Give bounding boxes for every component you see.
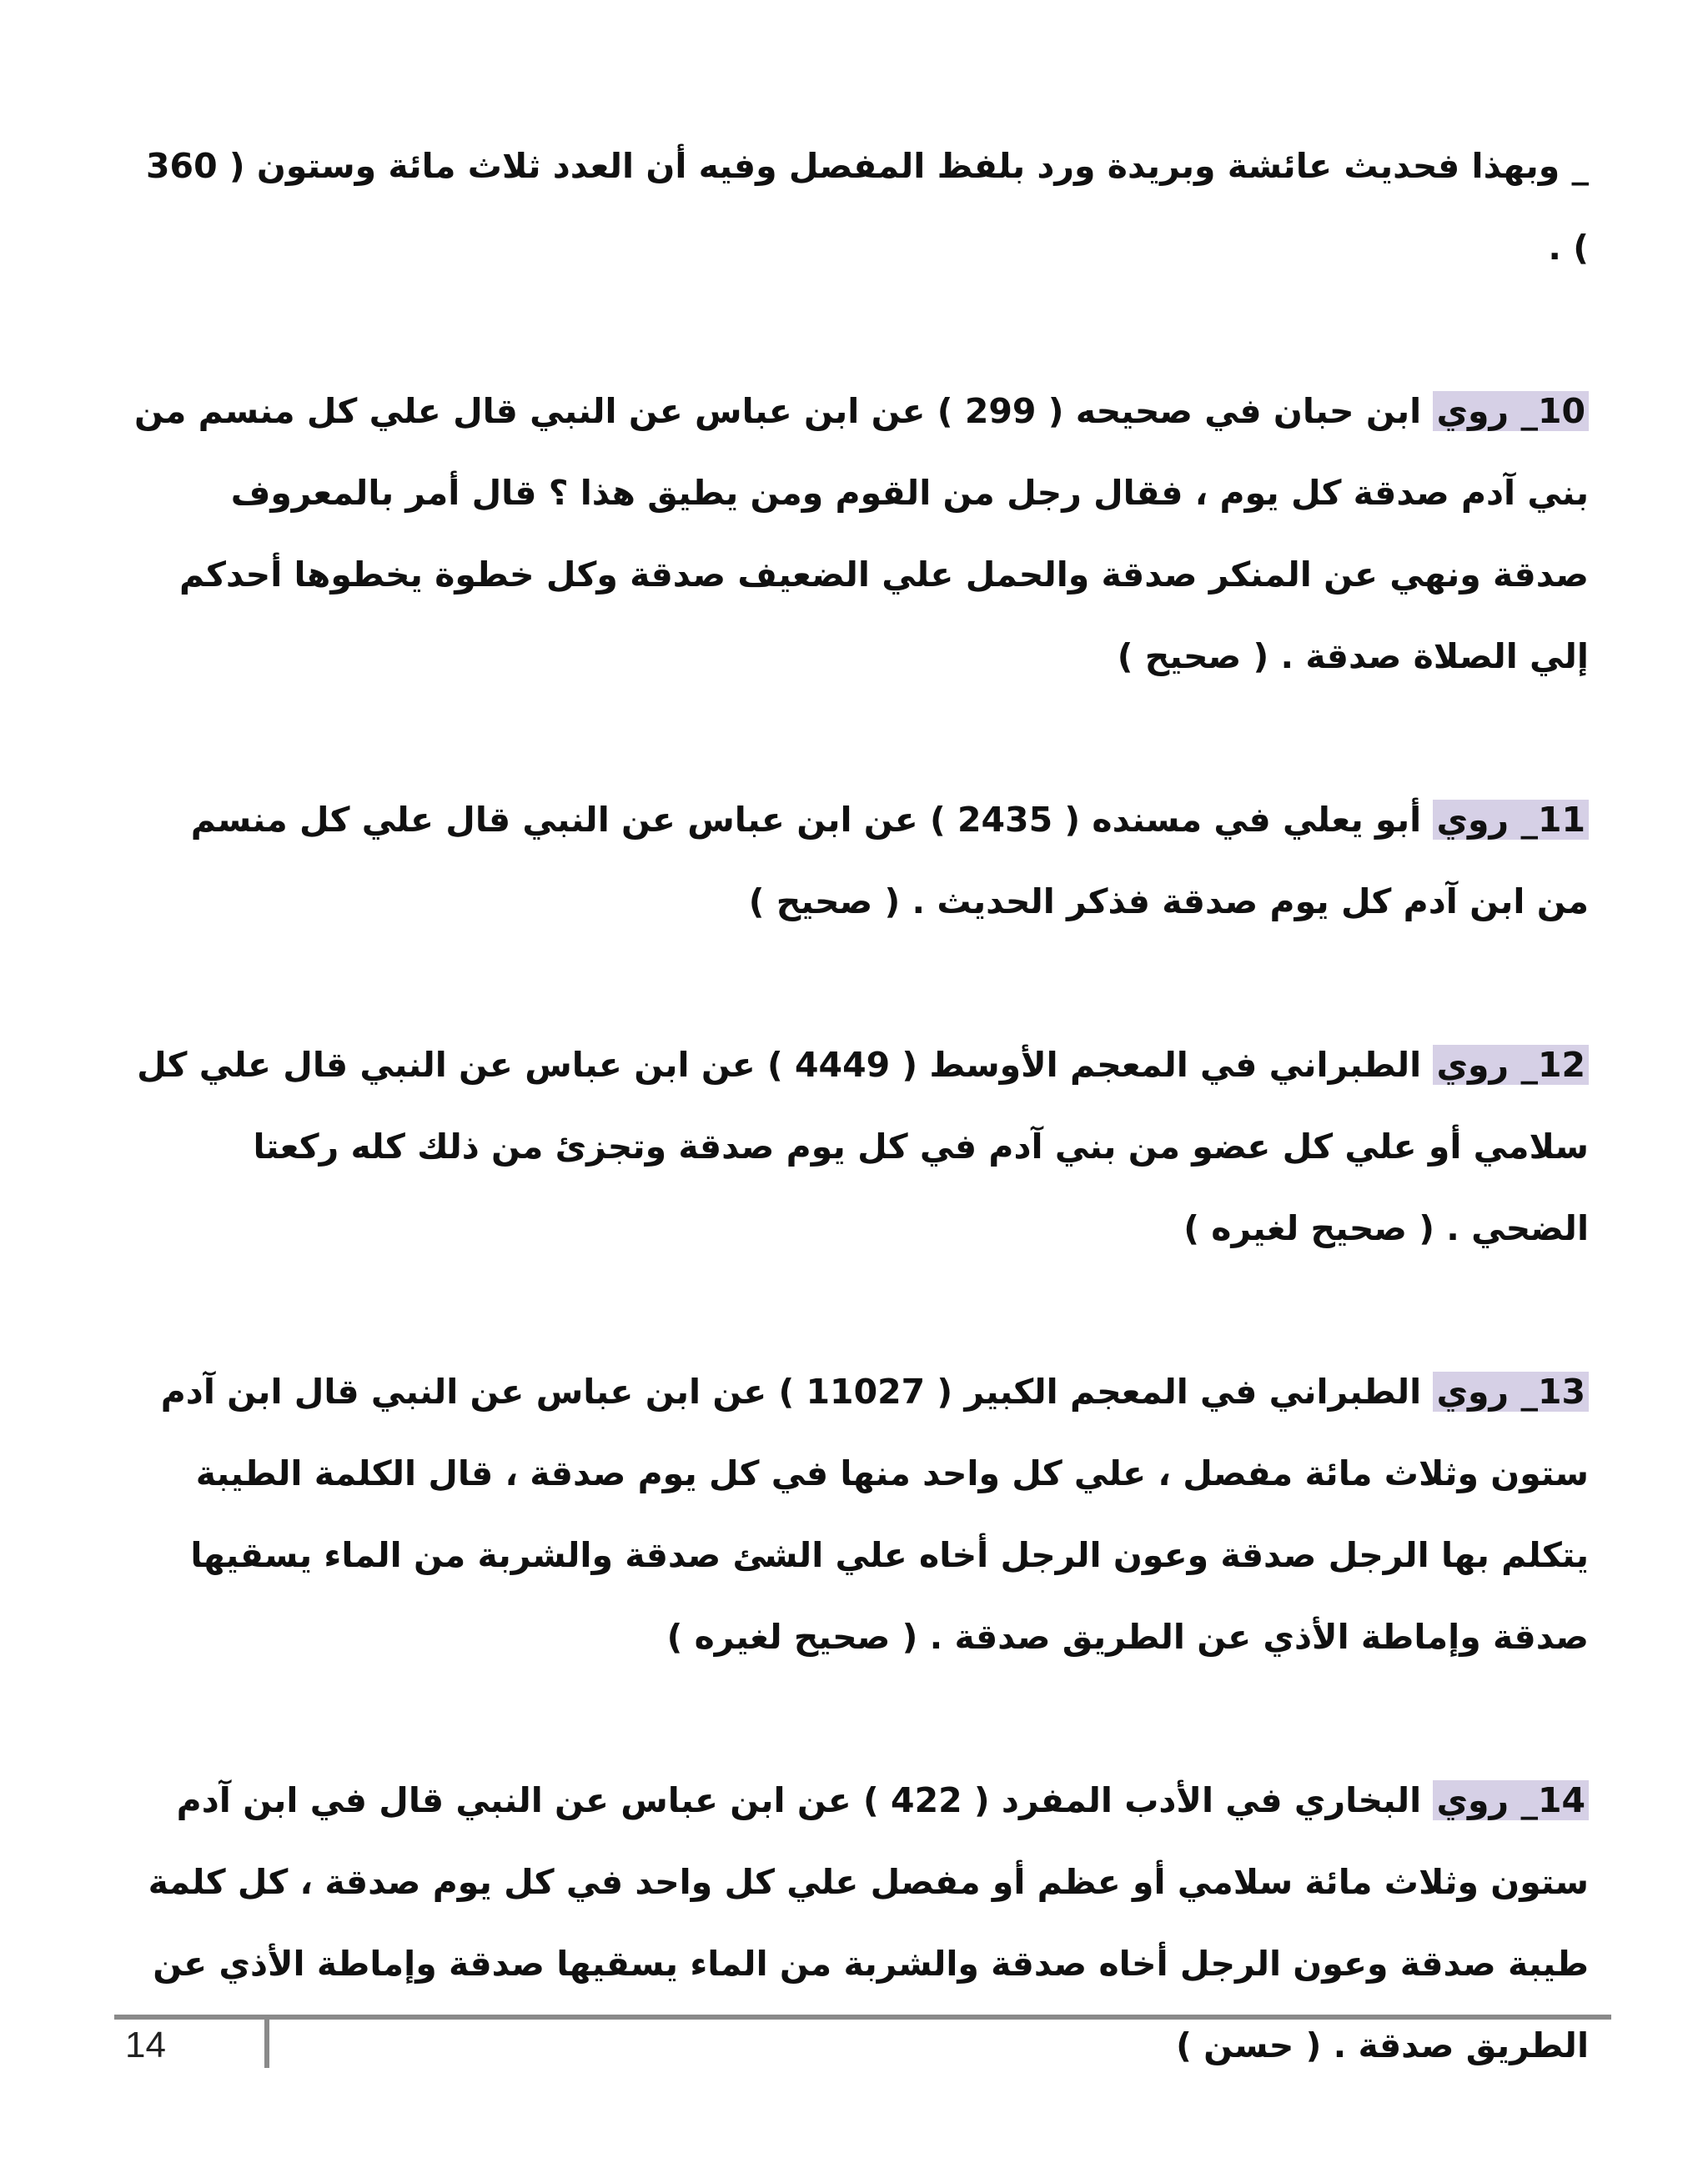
page-number: 14 [125, 2025, 166, 2065]
hadith-entry-13 [133, 1351, 1589, 1678]
entry-text: أبو يعلي في مسنده ( 2435 ) عن ابن عباس عن النبي قال علي كل منسم من ابن آدم كل يوم صدقة فذكر الحديث . ( صحيح ) [190, 800, 1589, 921]
entry-label-11 [1433, 800, 1589, 840]
hadith-entry-14 [133, 1759, 1589, 2086]
entry-number: 13_ [1520, 1372, 1585, 1412]
hadith-entry-11 [133, 779, 1589, 942]
entry-number: 12_ [1520, 1045, 1585, 1085]
entry-number: 14_ [1520, 1780, 1585, 1820]
entry-verb: روي [1436, 1372, 1510, 1412]
footer-rule [114, 2015, 1611, 2020]
entry-text: ابن حبان في صحيحه ( 299 ) عن ابن عباس عن النبي قال علي كل منسم من بني آدم صدقة كل يوم ، فقال رجل من القوم ومن يطيق هذا ؟ قال أمر بالمعروف صدقة ونهي عن المنكر صدقة والحمل علي الضعيف صدقة وكل خطوة يخطوها أحدكم إلي الصلاة صدقة . ( صحيح ) [134, 391, 1589, 676]
entry-verb: روي [1436, 391, 1510, 431]
entry-number: 10_ [1520, 391, 1585, 431]
entry-text: الطبراني في المعجم الأوسط ( 4449 ) عن ابن عباس عن النبي قال علي كل سلامي أو علي كل عضو من بني آدم في كل يوم صدقة وتجزئ من ذلك كله ركعتا الضحي . ( صحيح لغيره ) [137, 1045, 1589, 1248]
entry-label-13 [1433, 1372, 1589, 1412]
footer-divider-tick [264, 2016, 269, 2068]
intro-paragraph: _ وبهذا فحديث عائشة وبريدة ورد بلفظ المفصل وفيه أن العدد ثلاث مائة وستون ( 360 ) . [146, 146, 1589, 268]
page-body [133, 125, 1589, 2168]
entry-text: الطبراني في المعجم الكبير ( 11027 ) عن ابن عباس عن النبي قال ابن آدم ستون وثلاث مائة مفصل ، علي كل واحد منها في كل يوم صدقة ، قال الكلمة الطيبة يتكلم بها الرجل صدقة وعون الرجل أخاه علي الشئ صدقة والشربة من الماء يسقيها صدقة وإماطة الأذي عن الطريق صدقة . ( صحيح لغيره ) [160, 1372, 1589, 1657]
entry-text: البخاري في الأدب المفرد ( 422 ) عن ابن عباس عن النبي قال في ابن آدم ستون وثلاث مائة سلامي أو عظم أو مفصل علي كل واحد في كل يوم صدقة ، كل كلمة طيبة صدقة وعون الرجل أخاه صدقة والشربة من الماء يسقيها صدقة وإماطة الأذي عن الطريق صدقة . ( حسن ) [148, 1780, 1589, 2065]
hadith-entry-12 [133, 1024, 1589, 1269]
entry-verb: روي [1436, 1780, 1510, 1820]
entry-number: 11_ [1520, 800, 1585, 840]
entry-verb: روي [1436, 800, 1510, 840]
entry-verb: روي [1436, 1045, 1510, 1085]
entry-label-14 [1433, 1780, 1589, 1820]
entry-label-10 [1433, 391, 1589, 431]
hadith-entry-10 [133, 370, 1589, 697]
entry-label-12 [1433, 1045, 1589, 1085]
